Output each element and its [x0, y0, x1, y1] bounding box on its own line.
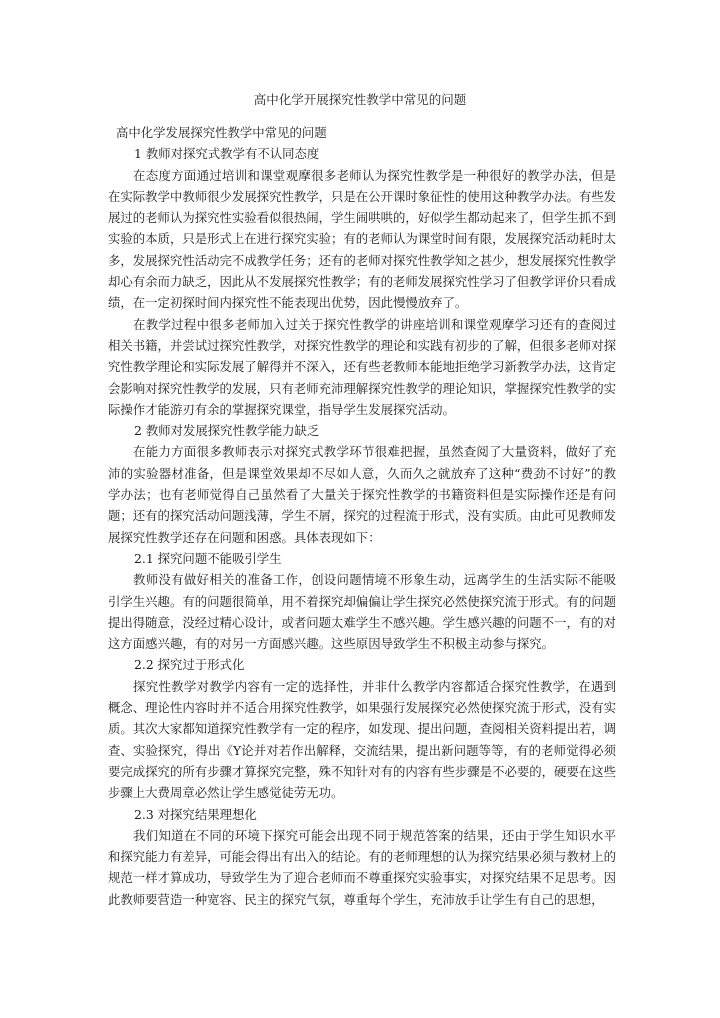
paragraph: 在态度方面通过培训和课堂观摩很多老师认为探究性教学是一种很好的教学办法，但是在实际教学中教师很少发展探究性教学，只是在公开课时象征性的使用这种教学办法。有些发展过的老师认为探究性实验看似很热闹，学生闹哄哄的，好似学生都动起来了，但学生抓不到实验的本质，只是形式上在进行探究实验；有的老师认为课堂时间有限，发展探究活动耗时太多，发展探究性活动完不成教学任务；还有的老师对探究性教学知之甚少，想发展探究性教学却心有余而力缺乏，因此从不发展探究性教学；有的老师发展探究性学习了但教学评价只看成绩，在一定初探时间内探究性不能表现出优势，因此慢慢放弃了。	[108, 167, 617, 311]
document-body	[108, 122, 616, 910]
section-heading: 1 教师对探究式教学有不认同态度	[134, 146, 320, 162]
paragraph: 在能力方面很多教师表示对探究式教学环节很难把握，虽然查阅了大量资料，做好了充沛的实验器材准备，但是课堂效果却不尽如人意，久而久之就放弃了这种“费劲不讨好”的教学办法；也有老师觉得自己虽然看了大量关于探究性教学的书籍资料但是实际操作还是有问题；还有的探究活动问题浅薄，学生不屑，探究的过程流于形式，没有实质。由此可见教师发展探究性教学还存在问题和困惑。具体表现如下：	[108, 444, 617, 545]
paragraph: 在教学过程中很多老师加入过关于探究性教学的讲座培训和课堂观摩学习还有的查阅过相关书籍，并尝试过探究性教学，对探究性教学的理论和实践有初步的了解，但很多老师对探究性教学理论和实际发展了解得并不深入，还有些老教师本能地拒绝学习新教学办法，这肯定会影响对探究性教学的发展，只有老师充沛理解探究性教学的理论知识，掌握探究性教学的实际操作才能游刃有余的掌握探究课堂，指导学生发展探究活动。	[108, 316, 617, 417]
section-heading: 2.2 探究过于形式化	[134, 657, 245, 673]
paragraph: 探究性教学对教学内容有一定的选择性，并非什么教学内容都适合探究性教学，在遇到概念、理论性内容时并不适合用探究性教学，如果强行发展探究必然使探究流于形式，没有实质。其次大家都知道探究性教学有一定的程序，如发现、提出问题，查阅相关资料提出若，调查、实验探究，得出《Y论并对若作出解释，交流结果，提出新问题等等，有的老师觉得必须要完成探究的所有步骤才算探究完整，殊不知针对有的内容有些步骤是不必要的，硬要在这些步骤上大费周章必然让学生感觉徒劳无功。	[108, 678, 617, 801]
paragraph: 我们知道在不同的环境下探究可能会出现不同于规范答案的结果，还由于学生知识水平和探究能力有差异，可能会得出有出入的结论。有的老师理想的认为探究结果必须与教材上的规范一样才算成功，导致学生为了迎合老师而不尊重探究实验事实，对探究结果不足思考。因此教师要营造一种宽容、民主的探究气氛，尊重每个学生，充沛放手让学生有自己的思想，	[108, 827, 617, 907]
section-heading: 2.1 探究问题不能吸引学生	[134, 550, 282, 566]
paragraph: 教师没有做好相关的准备工作，创设问题情境不形象生动，远离学生的生活实际不能吸引学生兴趣。有的问题很简单，用不着探究却偏偏让学生探究必然使探究流于形式。有的问题提出得随意，没经过精心设计，或者问题太难学生不感兴趣。学生感兴趣的问题不一，有的对这方面感兴趣，有的对另一方面感兴趣。这些原因导致学生不积极主动参与探究。	[108, 572, 617, 652]
section-heading: 2 教师对发展探究性教学能力缺乏	[134, 423, 320, 439]
section-title: 高中化学发展探究性教学中常见的问题	[116, 125, 327, 140]
section-heading: 2.3 对探究结果理想化	[134, 806, 257, 822]
page-title: 高中化学开展探究性教学中常见的问题	[253, 92, 467, 107]
